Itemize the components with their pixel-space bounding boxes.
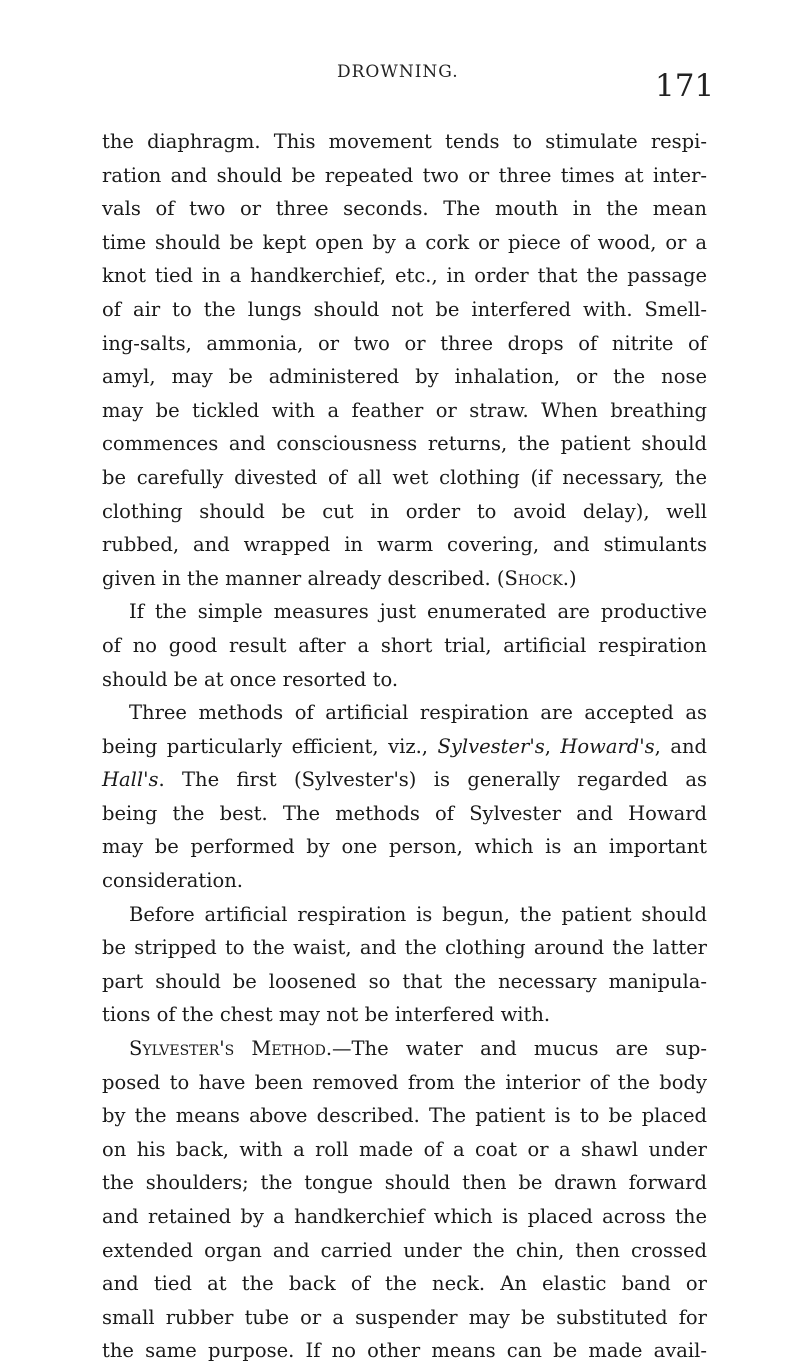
text-segment: the same purpose. If no other means can be made avail- xyxy=(102,1339,707,1363)
text-line xyxy=(102,427,707,461)
text-segment: commences and consciousness returns, the patient should xyxy=(102,432,707,456)
text-segment: If the simple measures just enumerated are productive xyxy=(129,600,707,624)
text-segment: tions of the chest may not be interfered with. xyxy=(102,1003,551,1027)
text-segment: the diaphragm. This movement tends to stimulate respi- xyxy=(102,130,707,153)
text-segment: part should be loosened so that the necessary manipula- xyxy=(102,969,707,993)
small-caps-text: Shock. xyxy=(504,566,569,590)
text-segment: extended organ and carried under the chin, then crossed xyxy=(102,1238,707,1262)
text-segment: should be at once resorted to. xyxy=(102,667,399,691)
text-segment: time should be kept open by a cork or piece of wood, or a xyxy=(102,230,707,254)
text-segment: small rubber tube or a suspender may be substituted for xyxy=(102,1305,707,1329)
text-line xyxy=(102,830,707,864)
text-segment: , and xyxy=(654,734,707,758)
text-segment: may be performed by one person, which is an important xyxy=(102,835,707,859)
text-segment: posed to have been removed from the interior of the body xyxy=(102,1070,707,1094)
text-segment: may be tickled with a feather or straw. When breathing xyxy=(102,398,707,422)
text-line xyxy=(102,192,707,226)
text-line xyxy=(102,629,707,663)
text-line xyxy=(102,696,707,730)
text-segment: —The water and mucus are sup- xyxy=(332,1037,707,1061)
text-segment: being the best. The methods of Sylvester and Howard xyxy=(102,801,707,825)
text-line xyxy=(102,1301,707,1335)
text-line xyxy=(102,998,707,1032)
text-segment: the shoulders; the tongue should then be drawn forward xyxy=(102,1171,707,1195)
text-line xyxy=(102,1066,707,1100)
text-line xyxy=(102,898,707,932)
text-line xyxy=(102,864,707,898)
text-line xyxy=(102,562,707,596)
text-line xyxy=(102,1334,707,1368)
text-segment: of no good result after a short trial, artificial respiration xyxy=(102,633,707,657)
text-line xyxy=(102,595,707,629)
text-line xyxy=(102,226,707,260)
text-segment: Three methods of artificial respiration are accepted as xyxy=(129,701,707,725)
text-line xyxy=(102,461,707,495)
text-segment: be stripped to the waist, and the clothing around the latter xyxy=(102,936,707,960)
text-line xyxy=(102,1166,707,1200)
italic-text: Sylvester's xyxy=(437,734,545,758)
body-text xyxy=(102,125,707,1368)
text-line xyxy=(102,293,707,327)
text-line xyxy=(102,327,707,361)
italic-text: Howard's xyxy=(560,734,655,758)
text-segment: . The first (Sylvester's) is generally regarded as xyxy=(158,768,707,792)
text-line xyxy=(102,394,707,428)
text-segment: on his back, with a roll made of a coat or a shawl under xyxy=(102,1137,707,1161)
text-line xyxy=(102,1234,707,1268)
text-line xyxy=(102,528,707,562)
text-line xyxy=(102,797,707,831)
text-segment: rubbed, and wrapped in warm covering, and stimulants xyxy=(102,533,707,557)
text-segment: and tied at the back of the neck. An elastic band or xyxy=(102,1272,707,1296)
page-number: 171 xyxy=(655,68,715,104)
text-segment: clothing should be cut in order to avoid delay), well xyxy=(102,499,707,523)
text-segment: being particularly efficient, viz., xyxy=(102,734,438,758)
text-segment: given in the manner already described. ( xyxy=(102,566,505,590)
text-line xyxy=(102,931,707,965)
text-line xyxy=(102,1133,707,1167)
text-line xyxy=(102,259,707,293)
text-segment: amyl, may be administered by inhalation, or the nose xyxy=(102,365,707,389)
small-caps-text: Sylvester's Method. xyxy=(129,1037,333,1061)
text-line xyxy=(102,730,707,764)
text-line xyxy=(102,965,707,999)
text-segment: ration and should be repeated two or three times at inter- xyxy=(102,163,707,187)
running-head: DROWNING. xyxy=(337,62,459,82)
text-segment: knot tied in a handkerchief, etc., in order that the passage xyxy=(102,264,707,288)
text-line xyxy=(102,763,707,797)
text-line xyxy=(102,1099,707,1133)
text-line xyxy=(102,125,707,159)
text-line xyxy=(102,360,707,394)
text-line xyxy=(102,1200,707,1234)
text-segment: ) xyxy=(568,566,577,590)
text-line xyxy=(102,159,707,193)
italic-text: Hall's xyxy=(102,768,159,792)
text-segment: and retained by a handkerchief which is placed across the xyxy=(102,1205,707,1228)
text-segment: vals of two or three seconds. The mouth in the mean xyxy=(102,197,707,221)
text-segment: , xyxy=(544,734,561,758)
text-segment: by the means above described. The patient is to be placed xyxy=(102,1104,707,1128)
text-segment: Before artificial respiration is begun, the patient should xyxy=(129,902,707,926)
text-segment: ing-salts, ammonia, or two or three drops of nitrite of xyxy=(102,331,707,355)
text-segment: consideration. xyxy=(102,869,244,893)
text-segment: be carefully divested of all wet clothing (if necessary, the xyxy=(102,465,707,489)
text-line xyxy=(102,1267,707,1301)
text-segment: of air to the lungs should not be interfered with. Smell- xyxy=(102,297,707,321)
text-line xyxy=(102,663,707,697)
text-line xyxy=(102,495,707,529)
text-line xyxy=(102,1032,707,1066)
